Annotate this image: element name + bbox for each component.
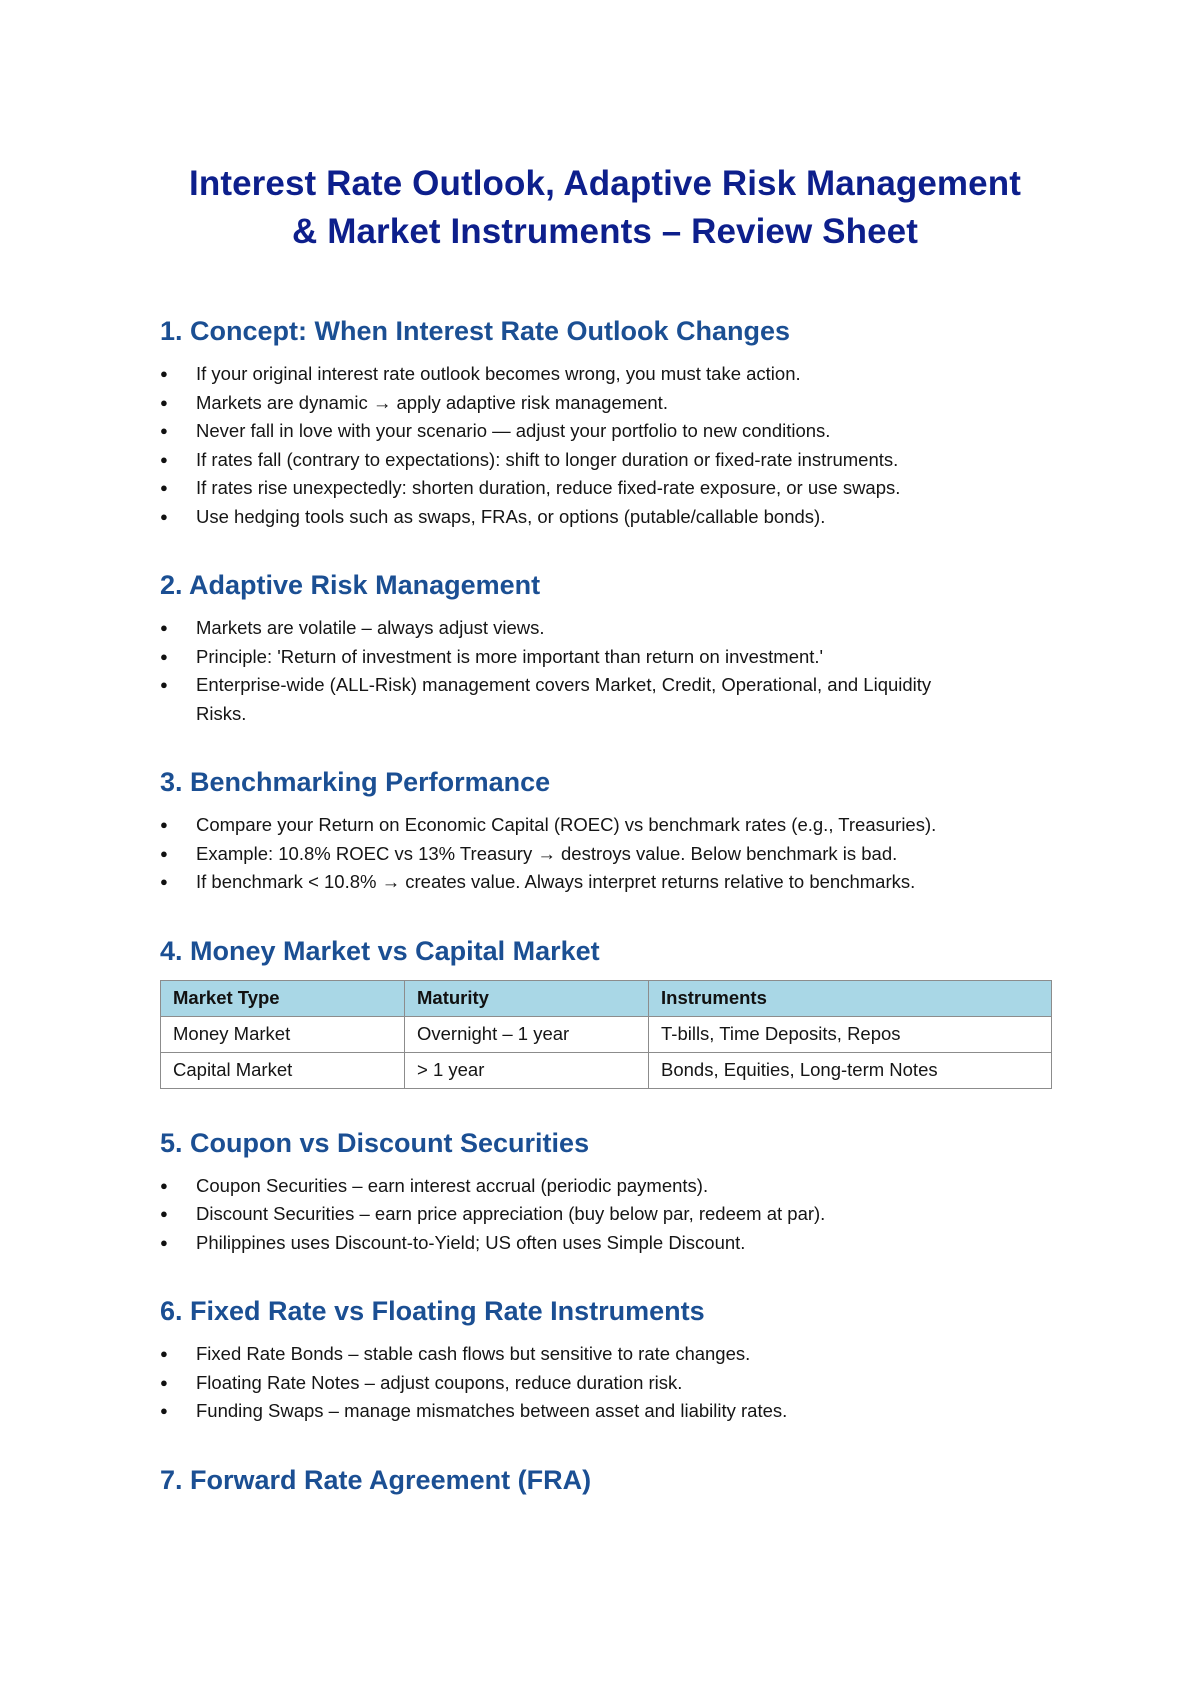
bullet-icon: ● [160, 1206, 168, 1221]
bullet-list [160, 1340, 1050, 1426]
list-item [160, 671, 956, 728]
column-header: Maturity [405, 980, 649, 1016]
section-heading: 4. Money Market vs Capital Market [160, 935, 600, 966]
list-item [160, 389, 1050, 418]
list-item-text: Principle: 'Return of investment is more important than return on investment.' [196, 645, 824, 667]
table-cell: Capital Market [161, 1052, 405, 1088]
table-row [161, 1016, 1052, 1052]
title-line-1: Interest Rate Outlook, Adaptive Risk Management [189, 164, 1021, 203]
list-item-text: Use hedging tools such as swaps, FRAs, or options (putable/callable bonds). [196, 505, 826, 527]
bullet-icon: ● [160, 366, 168, 381]
section-money-vs-capital [160, 934, 1050, 1089]
section-fixed-vs-floating [160, 1294, 1050, 1426]
list-item [160, 868, 1050, 897]
bullet-icon: ● [160, 817, 168, 832]
bullet-list [160, 614, 1050, 728]
section-fra [160, 1463, 1050, 1497]
table-row [161, 1052, 1052, 1088]
list-item-text: If rates fall (contrary to expectations): shift to longer duration or fixed-rate instruments. [196, 448, 899, 470]
bullet-icon: ● [160, 508, 168, 524]
bullet-list [160, 360, 1050, 531]
list-item [160, 643, 1050, 672]
bullet-icon: ● [160, 1346, 168, 1361]
list-item-text: Coupon Securities – earn interest accrual (periodic payments). [196, 1174, 709, 1196]
list-item-text: Funding Swaps – manage mismatches between asset and liability rates. [196, 1400, 788, 1421]
bullet-icon: ● [160, 480, 168, 495]
title-line-2: & Market Instruments – Review Sheet [292, 212, 918, 251]
list-item-text: Compare your Return on Economic Capital (ROEC) vs benchmark rates (e.g., Treasuries). [196, 814, 937, 835]
section-benchmarking [160, 765, 1050, 897]
section-concept [160, 314, 1050, 531]
list-item [160, 417, 1050, 446]
bullet-icon: ● [160, 1177, 168, 1193]
list-item [160, 1369, 1050, 1398]
list-item-text: Philippines uses Discount-to-Yield; US often uses Simple Discount. [196, 1231, 746, 1253]
bullet-icon: ● [160, 845, 168, 861]
list-item [160, 1172, 1050, 1201]
market-comparison-table [160, 980, 1052, 1089]
list-item-text: Floating Rate Notes – adjust coupons, reduce duration risk. [196, 1371, 683, 1393]
list-item-text: If your original interest rate outlook becomes wrong, you must take action. [196, 363, 801, 384]
list-item-text: Example: 10.8% ROEC vs 13% Treasury → destroys value. Below benchmark is bad. [196, 842, 898, 864]
section-heading: 6. Fixed Rate vs Floating Rate Instruments [160, 1296, 705, 1326]
list-item [160, 1397, 1050, 1426]
column-header: Instruments [649, 980, 1052, 1016]
list-item-text: Never fall in love with your scenario — adjust your portfolio to new conditions. [196, 420, 831, 441]
list-item [160, 360, 1050, 389]
section-coupon-vs-discount [160, 1126, 1050, 1258]
bullet-icon: ● [160, 1234, 168, 1250]
list-item-text: Markets are dynamic → apply adaptive risk management. [196, 391, 668, 413]
list-item [160, 1200, 1050, 1229]
list-item-text: Fixed Rate Bonds – stable cash flows but sensitive to rate changes. [196, 1343, 751, 1364]
table-cell: > 1 year [405, 1052, 649, 1088]
list-item-text: If benchmark < 10.8% → creates value. Always interpret returns relative to benchmarks. [196, 871, 916, 892]
document-title [160, 160, 1050, 256]
list-item-text: Markets are volatile – always adjust views. [196, 617, 545, 638]
bullet-icon: ● [160, 620, 168, 635]
bullet-icon: ● [160, 451, 168, 467]
bullet-icon: ● [160, 423, 168, 438]
bullet-list [160, 811, 1050, 897]
table-cell: T-bills, Time Deposits, Repos [649, 1016, 1052, 1052]
table-header-row [161, 980, 1052, 1016]
list-item [160, 446, 1050, 475]
list-item-text: Enterprise-wide (ALL-Risk) management covers Market, Credit, Operational, and Liquidity Risks. [196, 674, 932, 724]
list-item [160, 1340, 1050, 1369]
column-header: Market Type [161, 980, 405, 1016]
bullet-icon: ● [160, 1403, 168, 1418]
section-heading: 5. Coupon vs Discount Securities [160, 1127, 590, 1158]
list-item [160, 840, 1050, 869]
bullet-icon: ● [160, 874, 168, 889]
list-item [160, 811, 1050, 840]
section-heading: 2. Adaptive Risk Management [160, 570, 541, 600]
list-item-text: If rates rise unexpectedly: shorten duration, reduce fixed-rate exposure, or use swaps. [196, 477, 901, 498]
bullet-list [160, 1172, 1050, 1258]
table-cell: Money Market [161, 1016, 405, 1052]
section-adaptive-risk [160, 568, 1050, 728]
bullet-icon: ● [160, 648, 168, 664]
bullet-icon: ● [160, 677, 168, 692]
table-cell: Bonds, Equities, Long-term Notes [649, 1052, 1052, 1088]
section-heading: 7. Forward Rate Agreement (FRA) [160, 1464, 592, 1495]
list-item-text: Discount Securities – earn price appreciation (buy below par, redeem at par). [196, 1203, 826, 1224]
table-cell: Overnight – 1 year [405, 1016, 649, 1052]
bullet-icon: ● [160, 394, 168, 410]
list-item [160, 1229, 1050, 1258]
list-item [160, 614, 1050, 643]
section-heading: 3. Benchmarking Performance [160, 767, 551, 797]
section-heading: 1. Concept: When Interest Rate Outlook Changes [160, 316, 791, 346]
list-item [160, 474, 1050, 503]
bullet-icon: ● [160, 1374, 168, 1390]
list-item [160, 503, 1050, 532]
